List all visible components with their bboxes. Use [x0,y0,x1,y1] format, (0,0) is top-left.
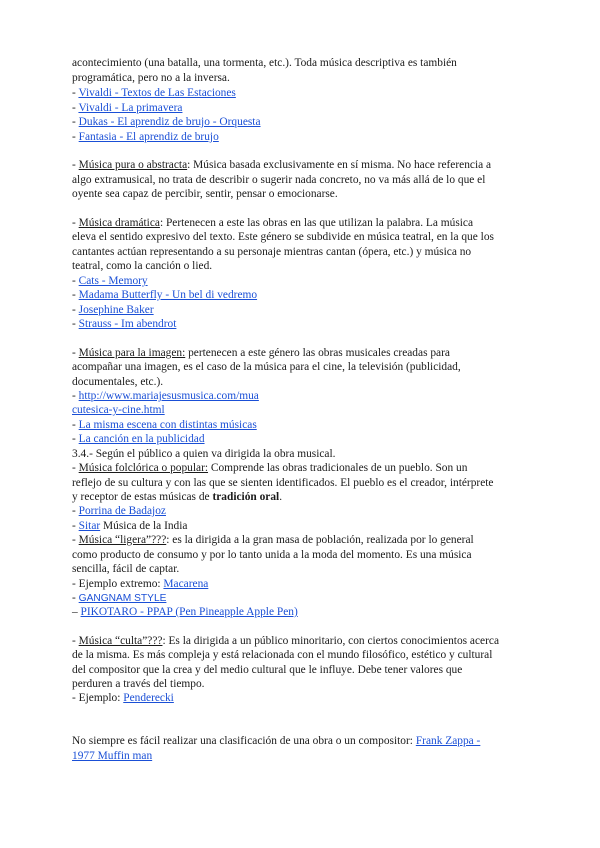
period: . [279,491,283,503]
list-item: - Strauss - Im abendrot [72,318,177,330]
link-porrina[interactable]: Porrina de Badajoz [78,505,166,517]
culta-line-4: perduren a través del tiempo. [72,678,205,690]
imagen-text: pertenecen a este género las obras musicales creadas para [185,347,450,359]
ejemplo-label: - Ejemplo extremo: [72,578,164,590]
list-item: - Fantasia - El aprendiz de brujo [72,131,219,143]
link-frank-zappa[interactable]: Frank Zappa - [415,735,481,747]
closing-line-2 [72,749,152,764]
term-musica-folclorica: Música folclórica o popular: [78,462,209,474]
list-item: - Cats - Memory [72,275,148,287]
link-gangnam-style[interactable]: GANGNAM STYLE [78,593,167,604]
dramatica-line-2: eleva el sentido expresivo del texto. Este género se subdivide en música teatral, en la que los [72,231,494,243]
link-mariajesus-url-cont[interactable]: cutesica-y-cine.html [72,404,165,416]
ejemplo-label: - Ejemplo: [72,692,124,704]
term-musica-pura: Música pura o abstracta [78,159,188,171]
list-item: – PIKOTARO - PPAP (Pen Pineapple Apple Pen) [72,606,298,618]
list-item: - La misma escena con distintas músicas [72,419,257,431]
intro-line-2: programática, pero no a la inversa. [72,72,230,84]
dramatica-line-1: - Música dramática: Pertenecen a este las obras en las que utilizan la palabra. La música [72,217,474,229]
culta-text: : Es la dirigida a un público minoritario, con ciertos conocimientos acerca [162,635,499,647]
folclorica-text: Comprende las obras tradicionales de un pueblo. Son un [208,462,468,474]
link-dukas-orquesta[interactable]: Dukas - El aprendiz de brujo - Orquesta [78,116,261,128]
pura-line-3: oyente sea capaz de percibir, sentir, pensar o emocionarse. [72,188,338,200]
list-item: - La canción en la publicidad [72,433,205,445]
list-item: - Sitar Música de la India [72,520,188,532]
ligera-line-1: - Música “ligera”???: es la dirigida a la gran masa de población, realizada por lo general [72,534,474,546]
list-item: - Josephine Baker [72,304,154,316]
ligera-line-3: sencilla, fácil de captar. [72,563,180,575]
culta-line-1: - Música “culta”???: Es la dirigida a un público minoritario, con ciertos conocimientos acerca [72,635,499,647]
link-fantasia[interactable]: Fantasia - El aprendiz de brujo [78,131,219,143]
list-item: - Dukas - El aprendiz de brujo - Orquesta [72,116,261,128]
ligera-text: : es la dirigida a la gran masa de población, realizada por lo general [166,534,474,546]
list-item: - Madama Butterfly - Un bel di vedremo [72,289,258,301]
url-continuation [72,403,165,418]
link-strauss[interactable]: Strauss - Im abendrot [78,318,177,330]
link-cancion-publicidad[interactable]: La canción en la publicidad [78,433,205,445]
list-item: - http://www.mariajesusmusica.com/mua [72,390,259,402]
imagen-line-1: - Música para la imagen: pertenecen a este género las obras musicales creadas para [72,347,450,359]
folclorica-text-3: y receptor de estas músicas de [72,491,213,503]
link-sitar[interactable]: Sitar [78,520,101,532]
link-pikotaro[interactable]: PIKOTARO - PPAP (Pen Pineapple Apple Pen) [80,606,298,618]
folclorica-line-2: reflejo de su cultura y con las que se sienten identificados. El pueblo es el creador, intérprete [72,477,494,489]
dramatica-text: : Pertenecen a este las obras en las que utilizan la palabra. La música [159,217,474,229]
dramatica-line-4: teatral, como la canción o lied. [72,260,213,272]
link-misma-escena[interactable]: La misma escena con distintas músicas [78,419,257,431]
term-musica-culta: Música “culta”??? [78,635,163,647]
pura-text: : Música basada exclusivamente en sí misma. No hace referencia a [187,159,492,171]
pura-line-2: algo extramusical, no trata de describir o sugerir nada concreto, no va más allá de lo que el [72,174,486,186]
term-musica-dramatica: Música dramática [78,217,160,229]
closing-text: No siempre es fácil realizar una clasificación de una obra o un compositor: [72,735,416,747]
link-muffin-man[interactable]: 1977 Muffin man [72,750,153,762]
section-heading: 3.4.- Según el público a quien va dirigida la obra musical. [72,448,336,460]
link-penderecki[interactable]: Penderecki [123,692,174,704]
list-item [72,577,208,592]
link-vivaldi-textos[interactable]: Vivaldi - Textos de Las Estaciones [78,87,236,99]
link-cats-memory[interactable]: Cats - Memory [78,275,148,287]
folclorica-line-1: - Música folclórica o popular: Comprende las obras tradicionales de un pueblo. Son un [72,462,468,474]
imagen-line-2: acompañar una imagen, es el caso de la música para el cine, la televisión (publicidad, [72,361,461,373]
imagen-line-3: documentales, etc.). [72,376,164,388]
term-musica-imagen: Música para la imagen: [78,347,186,359]
link-madama-butterfly[interactable]: Madama Butterfly - Un bel di vedremo [78,289,258,301]
tradicion-oral-bold: tradición oral [212,491,280,503]
ligera-line-2: como producto de consumo y por lo tanto unida a la moda del momento. Es una música [72,549,472,561]
list-item: - Vivaldi - La primavera [72,102,183,114]
culta-line-3: del compositor que la crea y del medio cultural que le influye. Debe tener valores que [72,664,463,676]
link-macarena[interactable]: Macarena [163,578,209,590]
list-item: - Porrina de Badajoz [72,505,166,517]
pura-line-1: - Música pura o abstracta: Música basada exclusivamente en sí misma. No hace referencia a [72,159,492,171]
sitar-description: Música de la India [100,520,188,532]
culta-line-2: de la misma. Es más compleja y está relacionada con el mundo filosófico, estético y cultural [72,649,493,661]
link-josephine-baker[interactable]: Josephine Baker [78,304,154,316]
list-item: - GANGNAM STYLE [72,592,167,604]
intro-line-1: acontecimiento (una batalla, una tormenta, etc.). Toda música descriptiva es también [72,57,457,69]
term-musica-ligera: Música “ligera”??? [78,534,167,546]
link-vivaldi-primavera[interactable]: Vivaldi - La primavera [78,102,183,114]
list-item [72,691,174,706]
folclorica-line-3 [72,490,282,505]
dramatica-line-3: cantantes actúan representando a su personaje mientras cantan (ópera, etc.) y música no [72,246,472,258]
link-mariajesus-url[interactable]: http://www.mariajesusmusica.com/mua [78,390,259,402]
closing-line-1 [72,734,480,749]
list-item: - Vivaldi - Textos de Las Estaciones [72,87,236,99]
